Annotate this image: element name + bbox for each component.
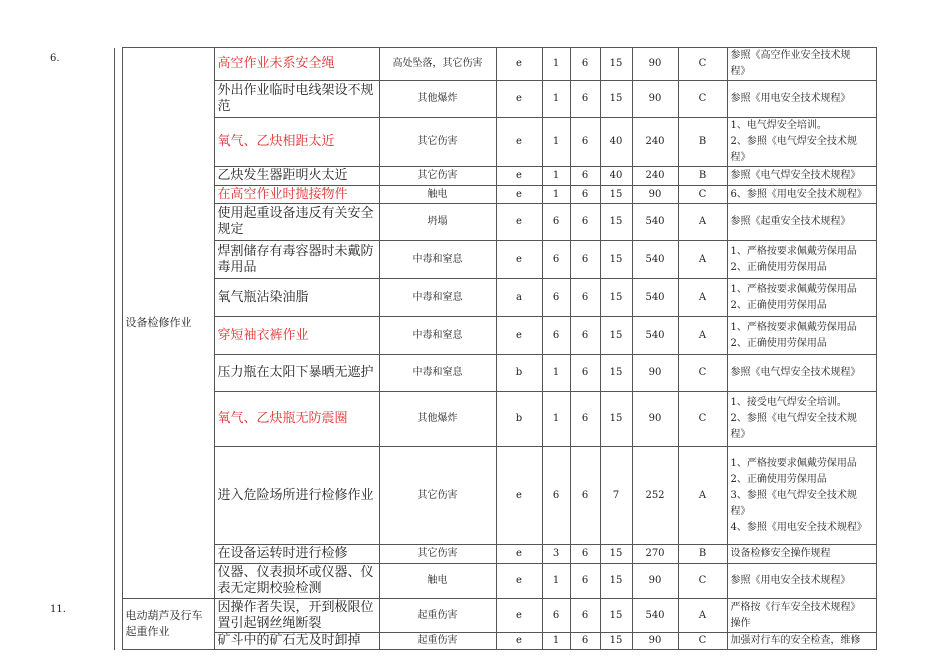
exposure-cell: 1 xyxy=(542,118,570,167)
risk-grade-cell: C xyxy=(678,355,727,392)
measure-line: 严格按《行车安全技术规程》 xyxy=(730,601,861,613)
exposure-cell: 1 xyxy=(542,186,570,204)
likelihood-cell: e xyxy=(496,204,542,241)
consequence-cell: 起重伤害 xyxy=(379,599,496,633)
exposure-cell: 1 xyxy=(542,633,570,650)
control-measures-cell xyxy=(727,118,876,167)
likelihood-cell: e xyxy=(496,545,542,564)
consequence-cell: 其它伤害 xyxy=(379,167,496,186)
risk-grade-cell: C xyxy=(678,48,727,81)
measure-line: 6、参照《用电安全技术规程》 xyxy=(730,188,867,200)
hazard-item: 在高空作业时抛接物件 xyxy=(214,186,379,204)
d-value-cell: 15 xyxy=(600,545,632,564)
control-measures-cell xyxy=(727,355,876,392)
consequence-cell: 触电 xyxy=(379,186,496,204)
measure-line: 2、参照《电气焊安全技术规 xyxy=(730,136,857,147)
likelihood-cell: e xyxy=(496,447,542,545)
likelihood-cell: e xyxy=(496,599,542,633)
risk-grade-cell: C xyxy=(678,81,727,118)
measure-line: 1、严格按要求佩戴劳保用品 xyxy=(730,457,857,469)
d-value-cell: 15 xyxy=(600,392,632,447)
consequence-score-cell: 6 xyxy=(570,392,600,447)
consequence-cell: 高处坠落，其它伤害 xyxy=(379,48,496,81)
risk-value-cell: 90 xyxy=(632,564,678,599)
measure-line: 程》 xyxy=(730,505,751,517)
exposure-cell: 6 xyxy=(542,279,570,317)
d-value-cell: 15 xyxy=(600,355,632,392)
likelihood-cell: a xyxy=(496,279,542,317)
measure-line: 程》 xyxy=(730,429,751,440)
risk-value-cell: 90 xyxy=(632,186,678,204)
d-value-cell: 15 xyxy=(600,81,632,118)
consequence-score-cell: 6 xyxy=(570,355,600,392)
hazard-item: 乙炔发生器距明火太近 xyxy=(214,167,379,186)
control-measures-cell xyxy=(727,447,876,545)
risk-grade-cell: A xyxy=(678,241,727,279)
d-value-cell: 15 xyxy=(600,564,632,599)
measure-line: 1、严格按要求佩戴劳保用品 xyxy=(730,245,857,257)
d-value-cell: 15 xyxy=(600,241,632,279)
consequence-score-cell: 6 xyxy=(570,48,600,81)
risk-value-cell: 540 xyxy=(632,599,678,633)
measure-line: 参照《起重安全技术规程》 xyxy=(730,216,851,227)
risk-value-cell: 90 xyxy=(632,355,678,392)
d-value-cell: 40 xyxy=(600,167,632,186)
hazard-item: 仪器、仪表损坏或仪器、仪表无定期校验检测 xyxy=(214,564,379,599)
d-value-cell: 15 xyxy=(600,599,632,633)
risk-value-cell: 540 xyxy=(632,204,678,241)
risk-grade-cell: B xyxy=(678,118,727,167)
control-measures-cell xyxy=(727,564,876,599)
measure-line: 1、电气焊安全培训。 xyxy=(730,120,827,131)
consequence-cell: 其他爆炸 xyxy=(379,392,496,447)
likelihood-cell: b xyxy=(496,392,542,447)
hazard-item: 在设备运转时进行检修 xyxy=(214,545,379,564)
measure-line: 4、参照《用电安全技术规程》 xyxy=(730,521,867,533)
exposure-cell: 1 xyxy=(542,392,570,447)
exposure-cell: 6 xyxy=(542,241,570,279)
risk-grade-cell: A xyxy=(678,204,727,241)
risk-grade-cell: C xyxy=(678,633,727,650)
risk-grade-cell: B xyxy=(678,545,727,564)
control-measures-cell xyxy=(727,241,876,279)
consequence-score-cell: 6 xyxy=(570,633,600,650)
measure-line: 参照《高空作业安全技术规 xyxy=(730,50,851,61)
risk-value-cell: 540 xyxy=(632,241,678,279)
control-measures-cell xyxy=(727,545,876,564)
risk-value-cell: 540 xyxy=(632,279,678,317)
consequence-cell: 其它伤害 xyxy=(379,118,496,167)
risk-value-cell: 270 xyxy=(632,545,678,564)
risk-grade-cell: A xyxy=(678,317,727,355)
consequence-score-cell: 6 xyxy=(570,599,600,633)
measure-line: 设备检修安全操作规程 xyxy=(730,548,831,559)
likelihood-cell: e xyxy=(496,241,542,279)
hazard-item: 外出作业临时电线架设不规范 xyxy=(214,81,379,118)
category-cell: 电动葫芦及行车起重作业 xyxy=(122,599,214,650)
likelihood-cell: e xyxy=(496,118,542,167)
exposure-cell: 6 xyxy=(542,317,570,355)
consequence-score-cell: 6 xyxy=(570,317,600,355)
exposure-cell: 1 xyxy=(542,355,570,392)
consequence-score-cell: 6 xyxy=(570,81,600,118)
exposure-cell: 1 xyxy=(542,81,570,118)
risk-grade-cell: C xyxy=(678,564,727,599)
risk-value-cell: 90 xyxy=(632,392,678,447)
exposure-cell: 3 xyxy=(542,545,570,564)
consequence-cell: 其它伤害 xyxy=(379,545,496,564)
section-number: 11. xyxy=(50,599,114,650)
d-value-cell: 40 xyxy=(600,118,632,167)
exposure-cell: 1 xyxy=(542,167,570,186)
measure-line: 操作 xyxy=(730,617,751,629)
control-measures-cell xyxy=(727,48,876,81)
consequence-score-cell: 6 xyxy=(570,545,600,564)
likelihood-cell: e xyxy=(496,633,542,650)
consequence-cell: 其他爆炸 xyxy=(379,81,496,118)
consequence-cell: 坍塌 xyxy=(379,204,496,241)
control-measures-cell xyxy=(727,81,876,118)
consequence-score-cell: 6 xyxy=(570,204,600,241)
measure-line: 程》 xyxy=(730,66,751,77)
hazard-item: 压力瓶在太阳下暴晒无遮护 xyxy=(214,355,379,392)
measure-line: 程》 xyxy=(730,152,751,163)
hazard-item: 穿短袖衣裤作业 xyxy=(214,317,379,355)
measure-line: 1、严格按要求佩戴劳保用品 xyxy=(730,321,857,333)
consequence-score-cell: 6 xyxy=(570,118,600,167)
consequence-cell: 中毒和窒息 xyxy=(379,355,496,392)
control-measures-cell xyxy=(727,186,876,204)
table-row xyxy=(50,599,876,633)
risk-assessment-table xyxy=(50,47,877,650)
risk-grade-cell: A xyxy=(678,599,727,633)
d-value-cell: 15 xyxy=(600,48,632,81)
risk-grade-cell: A xyxy=(678,447,727,545)
measure-line: 参照《用电安全技术规程》 xyxy=(730,575,851,586)
risk-value-cell: 240 xyxy=(632,118,678,167)
spacer-cell xyxy=(114,599,122,650)
risk-value-cell: 90 xyxy=(632,633,678,650)
hazard-item: 焊割储存有毒容器时未戴防毒用品 xyxy=(214,241,379,279)
control-measures-cell xyxy=(727,599,876,633)
hazard-item: 氧气、乙炔瓶无防震圈 xyxy=(214,392,379,447)
control-measures-cell xyxy=(727,317,876,355)
d-value-cell: 15 xyxy=(600,633,632,650)
measure-line: 参照《电气焊安全技术规程》 xyxy=(730,170,861,181)
risk-grade-cell: C xyxy=(678,186,727,204)
likelihood-cell: b xyxy=(496,355,542,392)
consequence-cell: 起重伤害 xyxy=(379,633,496,650)
section-number: 6. xyxy=(50,48,114,599)
consequence-cell: 触电 xyxy=(379,564,496,599)
hazard-item: 氧气瓶沾染油脂 xyxy=(214,279,379,317)
table-row xyxy=(50,48,876,81)
hazard-item: 进入危险场所进行检修作业 xyxy=(214,447,379,545)
measure-line: 2、正确使用劳保用品 xyxy=(730,473,827,485)
exposure-cell: 1 xyxy=(542,564,570,599)
spacer-cell xyxy=(114,48,122,599)
exposure-cell: 6 xyxy=(542,447,570,545)
consequence-cell: 其它伤害 xyxy=(379,447,496,545)
d-value-cell: 7 xyxy=(600,447,632,545)
risk-value-cell: 252 xyxy=(632,447,678,545)
consequence-cell: 中毒和窒息 xyxy=(379,317,496,355)
measure-line: 2、正确使用劳保用品 xyxy=(730,261,827,273)
hazard-item: 氧气、乙炔相距太近 xyxy=(214,118,379,167)
measure-line: 1、严格按要求佩戴劳保用品 xyxy=(730,283,857,295)
exposure-cell: 6 xyxy=(542,204,570,241)
measure-line: 2、正确使用劳保用品 xyxy=(730,337,827,349)
measure-line: 1、接受电气焊安全培训。 xyxy=(730,397,847,408)
hazard-item: 矿斗中的矿石无及时卸掉 xyxy=(214,633,379,650)
measure-line: 参照《用电安全技术规程》 xyxy=(730,93,851,104)
consequence-score-cell: 6 xyxy=(570,279,600,317)
control-measures-cell xyxy=(727,167,876,186)
risk-value-cell: 540 xyxy=(632,317,678,355)
control-measures-cell xyxy=(727,392,876,447)
consequence-cell: 中毒和窒息 xyxy=(379,241,496,279)
consequence-cell: 中毒和窒息 xyxy=(379,279,496,317)
consequence-score-cell: 6 xyxy=(570,167,600,186)
likelihood-cell: e xyxy=(496,167,542,186)
hazard-item: 使用起重设备违反有关安全规定 xyxy=(214,204,379,241)
risk-grade-cell: C xyxy=(678,392,727,447)
category-cell: 设备检修作业 xyxy=(122,48,214,599)
exposure-cell: 6 xyxy=(542,599,570,633)
exposure-cell: 1 xyxy=(542,48,570,81)
risk-grade-cell: B xyxy=(678,167,727,186)
risk-grade-cell: A xyxy=(678,279,727,317)
likelihood-cell: e xyxy=(496,81,542,118)
consequence-score-cell: 6 xyxy=(570,186,600,204)
control-measures-cell xyxy=(727,279,876,317)
consequence-score-cell: 6 xyxy=(570,447,600,545)
d-value-cell: 15 xyxy=(600,204,632,241)
measure-line: 2、参照《电气焊安全技术规 xyxy=(730,413,857,424)
control-measures-cell xyxy=(727,204,876,241)
measure-line: 2、正确使用劳保用品 xyxy=(730,299,827,311)
measure-line: 加强对行车的安全检查，维修 xyxy=(730,635,861,646)
measure-line: 参照《电气焊安全技术规程》 xyxy=(730,367,861,378)
measure-line: 3、参照《电气焊安全技术规 xyxy=(730,489,857,501)
likelihood-cell: e xyxy=(496,317,542,355)
d-value-cell: 15 xyxy=(600,317,632,355)
likelihood-cell: e xyxy=(496,186,542,204)
hazard-item: 高空作业未系安全绳 xyxy=(214,48,379,81)
risk-value-cell: 90 xyxy=(632,81,678,118)
likelihood-cell: e xyxy=(496,48,542,81)
d-value-cell: 15 xyxy=(600,279,632,317)
control-measures-cell xyxy=(727,633,876,650)
consequence-score-cell: 6 xyxy=(570,241,600,279)
hazard-item: 因操作者失误，开到极限位置引起钢丝绳断裂 xyxy=(214,599,379,633)
risk-value-cell: 90 xyxy=(632,48,678,81)
d-value-cell: 15 xyxy=(600,186,632,204)
consequence-score-cell: 6 xyxy=(570,564,600,599)
likelihood-cell: e xyxy=(496,564,542,599)
risk-value-cell: 240 xyxy=(632,167,678,186)
